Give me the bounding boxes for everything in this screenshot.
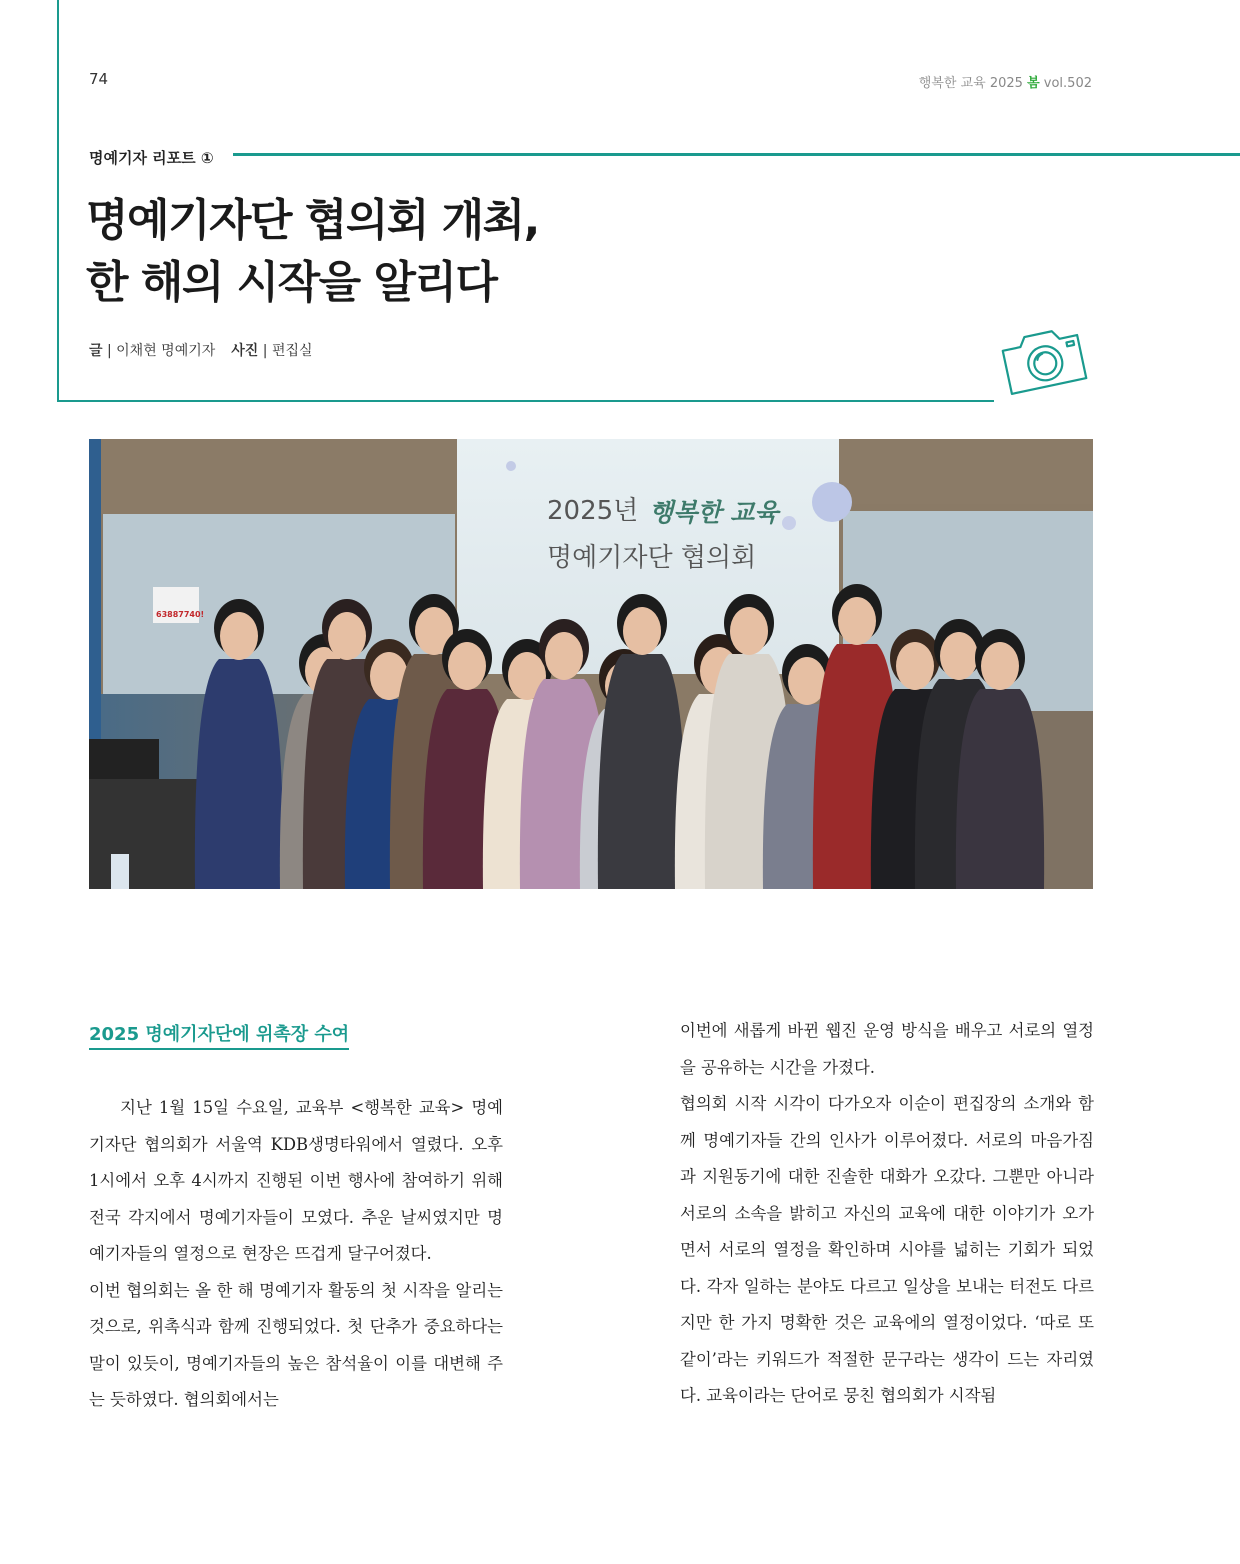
byline: 글 | 이채현 명예기자 사진 | 편집실	[89, 343, 313, 359]
volume-label: vol.502	[1043, 76, 1092, 91]
people-group	[195, 584, 1044, 889]
writer-label: 글	[89, 343, 103, 359]
screen-event-text: 명예기자단 협의회	[547, 543, 757, 573]
section-label: 명예기자 리포트 ①	[89, 149, 214, 167]
photo-credit-name: 편집실	[271, 343, 313, 359]
person-face	[328, 612, 366, 660]
subheading: 2025 명예기자단에 위촉장 수여	[89, 1020, 349, 1050]
section-rule	[233, 153, 1240, 156]
frame-bottom-rule	[57, 400, 994, 402]
title-line-2: 한 해의 시작을 알리다	[86, 257, 497, 308]
person-face	[940, 632, 978, 680]
left-column	[89, 1090, 503, 1419]
person-face	[545, 632, 583, 680]
running-header	[919, 72, 1092, 91]
season-label: 봄	[1027, 76, 1040, 91]
person-face	[981, 642, 1019, 690]
frame-left-rule	[57, 0, 59, 402]
camera-icon	[997, 316, 1095, 398]
article-title	[86, 190, 539, 314]
person-face	[838, 597, 876, 645]
right-column	[680, 1013, 1094, 1415]
person-body	[956, 689, 1044, 889]
photo-credit-label: 사진	[231, 343, 259, 359]
person-face	[788, 657, 826, 705]
paragraph: 지난 1월 15일 수요일, 교육부 <행복한 교육> 명예기자단 협의회가 서울역 KDB생명타워에서 열렸다. 오후 1시에서 오후 4시까지 진행된 이번 행사에 참여하기 위해 전국 각지에서 명예기자들이 모였다. 추운 날씨였지만 명예기자들의 열정으로 현장은 뜨겁게 달구어졌다.	[89, 1098, 503, 1263]
paragraph: 협의회 시작 시각이 다가오자 이순이 편집장의 소개와 함께 명예기자들 간의 인사가 이루어졌다. 서로의 마음가짐과 지원동기에 대한 진솔한 대화가 오갔다. 그뿐만 아니라 서로의 소속을 밝히고 자신의 교육에 대한 이야기가 오가면서 서로의 열정을 확인하며 시야를 넓히는 기회가 되었다. 각자 일하는 분야도 다르고 일상을 보내는 터전도 다르지만 한 가지 명확한 것은 교육에의 열정이었다. ‘따로 또 같이’라는 키워드가 적절한 문구라는 생각이 드는 자리였다. 교육이라는 단어로 뭉친 협의회가 시작됨	[680, 1094, 1094, 1405]
group-photo	[89, 439, 1093, 889]
screen-logo-text: 행복한 교육	[649, 498, 779, 527]
writer-name: 이채현 명예기자	[116, 343, 216, 359]
person-body	[598, 654, 686, 889]
title-line-1: 명예기자단 협의회 개최,	[86, 195, 539, 246]
person-face	[730, 607, 768, 655]
person-face	[896, 642, 934, 690]
person-face	[448, 642, 486, 690]
wifi-sign-text: 63887740!	[156, 610, 205, 619]
screen-year-text: 2025년	[547, 496, 639, 526]
paragraph: 이번 협의회는 올 한 해 명예기자 활동의 첫 시작을 알리는 것으로, 위촉식과 함께 진행되었다. 첫 단추가 중요하다는 말이 있듯이, 명예기자들의 높은 참석율이 이를 대변해 주는 듯하였다. 협의회에서는	[89, 1280, 503, 1409]
paragraph: 이번에 새롭게 바뀐 웹진 운영 방식을 배우고 서로의 열정을 공유하는 시간을 가졌다.	[680, 1021, 1094, 1077]
person-face	[623, 607, 661, 655]
page-number: 74	[89, 70, 109, 88]
magazine-name: 행복한 교육 2025	[918, 76, 1023, 91]
person-face	[220, 612, 258, 660]
person-body	[195, 659, 283, 889]
